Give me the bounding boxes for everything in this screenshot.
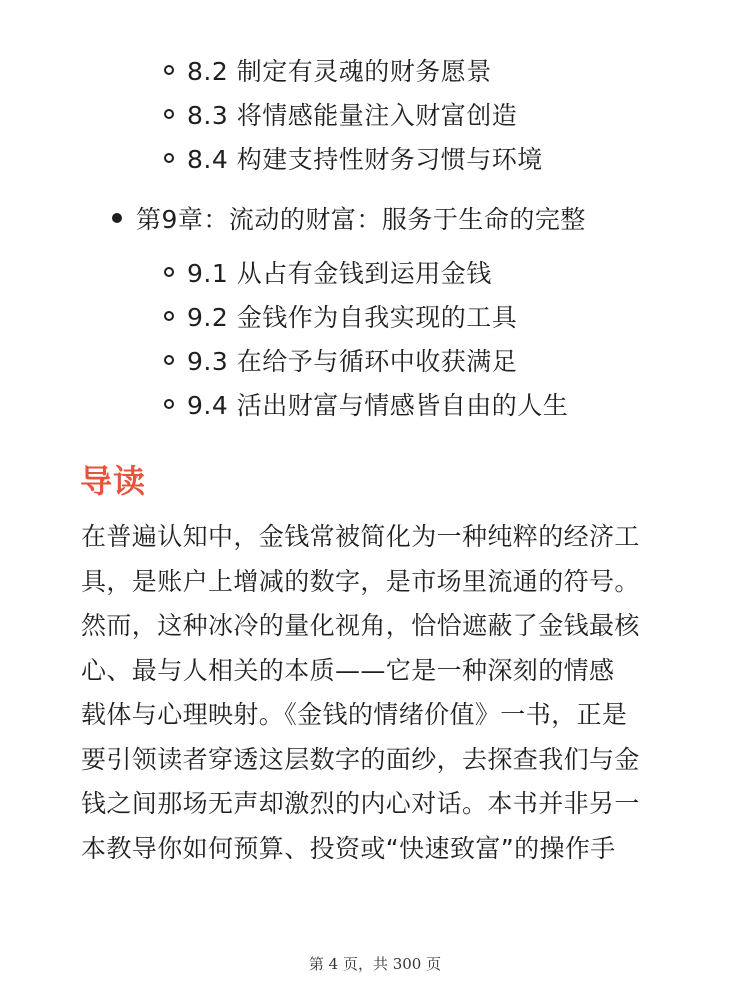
paragraph-line: 然而，这种冰冷的量化视角，恰恰遮蔽了金钱最核 [81, 611, 640, 640]
toc-sublist-chapter-9 [164, 250, 568, 426]
toc-item[interactable] [164, 92, 543, 136]
circle-bullet-icon [164, 399, 174, 409]
toc-item[interactable] [164, 136, 543, 180]
circle-bullet-icon [164, 153, 174, 163]
section-heading: 导读 [80, 462, 147, 500]
toc-item[interactable] [164, 338, 568, 382]
toc-item-label: 9.3 在给予与循环中收获满足 [187, 347, 518, 376]
toc-item-label: 9.4 活出财富与情感皆自由的人生 [187, 391, 569, 420]
circle-bullet-icon [164, 355, 174, 365]
toc-chapter-title: 第9章：流动的财富：服务于生命的完整 [136, 205, 586, 234]
circle-bullet-icon [164, 311, 174, 321]
paragraph-line: 在普遍认知中，金钱常被简化为一种纯粹的经济工 [81, 522, 640, 551]
disc-bullet-icon [112, 213, 122, 223]
toc-item-label: 9.2 金钱作为自我实现的工具 [187, 303, 518, 332]
paragraph-line: 心、最与人相关的本质——它是一种深刻的情感 [81, 655, 615, 685]
toc-chapter-9[interactable] [112, 196, 586, 240]
paragraph-line: 本教导你如何预算、投资或“快速致富”的操作手 [81, 833, 616, 863]
paragraph-line: 载体与心理映射。《金钱的情绪价值》一书，正是 [81, 700, 628, 729]
toc-item[interactable] [164, 250, 568, 294]
circle-bullet-icon [164, 267, 174, 277]
toc-item-label: 8.2 制定有灵魂的财务愿景 [187, 57, 492, 86]
toc-item-label: 8.3 将情感能量注入财富创造 [187, 101, 518, 130]
paragraph-line: 钱之间那场无声却激烈的内心对话。本书并非另一 [81, 789, 640, 818]
paragraph-line: 要引领读者穿透这层数字的面纱，去探查我们与金 [81, 744, 640, 774]
toc-item[interactable] [164, 382, 568, 426]
paragraph-line: 具，是账户上增减的数字，是市场里流通的符号。 [81, 566, 640, 596]
toc-item[interactable] [164, 294, 568, 338]
toc-item[interactable] [164, 48, 543, 92]
page-number-footer: 第 4 页，共 300 页 [308, 955, 442, 973]
intro-paragraph [81, 515, 671, 871]
toc-item-label: 9.1 从占有金钱到运用金钱 [187, 259, 492, 288]
toc-item-label: 8.4 构建支持性财务习惯与环境 [187, 145, 543, 174]
circle-bullet-icon [164, 109, 174, 119]
circle-bullet-icon [164, 65, 174, 75]
toc-sublist-chapter-8 [164, 48, 543, 180]
